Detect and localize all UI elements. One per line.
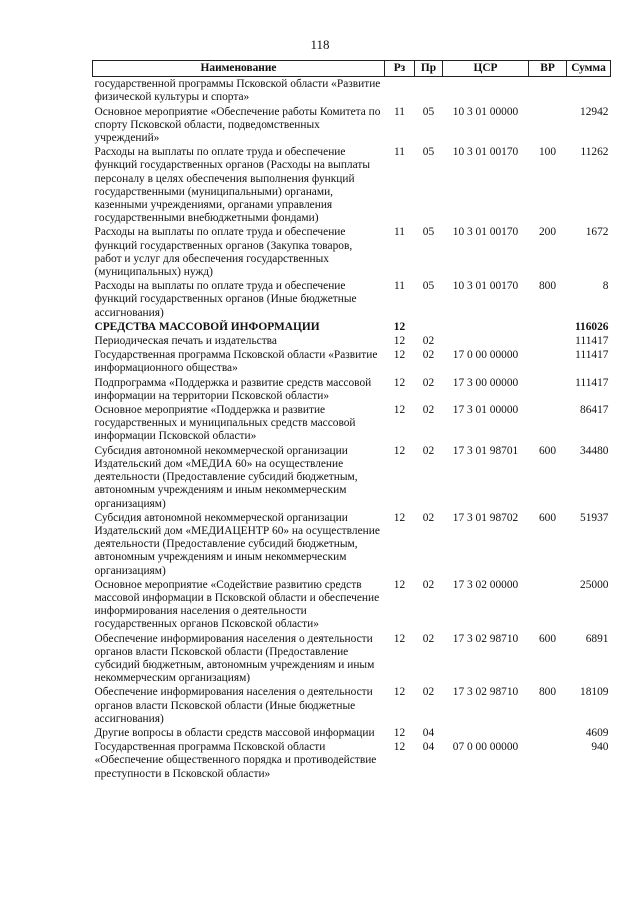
row-sum-cell: 11262 — [580, 146, 609, 159]
row-pr-cell: 02 — [422, 404, 435, 417]
row-rz-cell: 11 — [394, 280, 405, 293]
row-vr-cell — [529, 105, 567, 146]
row-pr-cell: 02 — [422, 349, 435, 362]
row-rz-cell: 12 — [393, 632, 406, 645]
row-pr-cell: 02 — [422, 578, 435, 591]
row-csr-cell: 17 3 01 00000 — [452, 404, 519, 417]
row-csr-cell: 10 3 01 00000 — [452, 105, 519, 118]
row-pr-cell: 04 — [422, 726, 435, 739]
table-row — [93, 444, 611, 511]
table-row — [93, 334, 611, 348]
row-vr-cell: 800 — [538, 280, 557, 293]
row-vr-cell — [529, 578, 567, 632]
row-rz-cell: 12 — [393, 320, 406, 333]
row-sum-cell: 8 — [602, 280, 609, 293]
row-name-cell: Основное мероприятие «Поддержка и развитие государственных и муниципальных средств массовой информации Псковской области» — [94, 404, 356, 443]
row-name-cell: Расходы на выплаты по оплате труда и обеспечение функций государственных органов (Закупка товаров, работ и услуг для обеспечения государственных (муниципальных) нужд) — [94, 226, 353, 279]
row-sum-cell: 4609 — [585, 726, 609, 739]
row-sum-cell: 34480 — [580, 444, 609, 457]
row-rz-cell: 11 — [394, 105, 405, 118]
row-pr-cell: 05 — [422, 105, 435, 118]
row-vr-cell — [529, 403, 567, 444]
row-rz-cell: 12 — [393, 726, 406, 739]
row-name-cell: СРЕДСТВА МАССОВОЙ ИНФОРМАЦИИ — [94, 320, 320, 333]
table-row — [93, 376, 611, 403]
row-csr-cell — [443, 77, 529, 105]
row-vr-cell: 600 — [538, 511, 557, 524]
row-rz-cell: 12 — [393, 578, 406, 591]
budget-table — [92, 60, 611, 781]
table-row — [93, 685, 611, 726]
table-row — [93, 726, 611, 740]
table-body — [93, 77, 611, 781]
row-sum-cell: 116026 — [574, 320, 609, 333]
row-rz-cell — [385, 77, 415, 105]
row-sum-cell: 18109 — [580, 686, 609, 699]
table-row — [93, 279, 611, 320]
page-number: 118 — [310, 37, 330, 52]
row-csr-cell: 17 3 02 98710 — [452, 632, 519, 645]
row-csr-cell: 10 3 01 00170 — [452, 280, 519, 293]
row-csr-cell: 17 3 02 98710 — [452, 686, 519, 699]
row-csr-cell: 17 0 00 00000 — [452, 349, 519, 362]
row-vr-cell — [529, 740, 567, 781]
row-pr-cell: 05 — [422, 146, 435, 159]
row-name-cell: Субсидия автономной некоммерческой организации Издательский дом «МЕДИАЦЕНТР 60» на осуществление деятельности (Предоставление субсидий бюджетным, автономным учреждениям и иным некоммерческим организациям) — [94, 511, 380, 577]
row-name-cell: Субсидия автономной некоммерческой организации Издательский дом «МЕДИА 60» на осуществление деятельности (Предоставление субсидий бюджетным, автономным учреждениям и иным некоммерческим организациям) — [94, 444, 358, 510]
row-pr-cell: 05 — [422, 280, 435, 293]
table-row — [93, 145, 611, 225]
table-row — [93, 225, 611, 279]
row-name-cell: Расходы на выплаты по оплате труда и обеспечение функций государственных органов (Иные бюджетные ассигнования) — [94, 280, 357, 319]
row-csr-cell — [443, 334, 529, 348]
row-name-cell: Подпрограмма «Поддержка и развитие средств массовой информации на территории Псковской области» — [94, 376, 372, 402]
row-csr-cell: 07 0 00 00000 — [452, 741, 519, 754]
row-vr-cell: 600 — [538, 632, 557, 645]
row-rz-cell: 12 — [393, 404, 406, 417]
row-name-cell: Государственная программа Псковской области «Обеспечение общественного порядка и противодействие преступности в Псковской области» — [94, 741, 377, 780]
row-pr-cell: 02 — [422, 632, 435, 645]
row-pr-cell: 02 — [422, 376, 435, 389]
row-pr-cell: 04 — [422, 741, 435, 754]
row-vr-cell: 800 — [538, 686, 557, 699]
table-row — [93, 77, 611, 105]
row-sum-cell: 940 — [591, 741, 609, 754]
row-vr-cell — [529, 376, 567, 403]
table-row — [93, 348, 611, 375]
row-csr-cell: 17 3 00 00000 — [452, 376, 519, 389]
row-name-cell: государственной программы Псковской области «Развитие физической культуры и спорта» — [94, 78, 381, 104]
column-header-vr: ВР — [529, 61, 567, 77]
row-sum-cell: 6891 — [585, 632, 609, 645]
row-sum-cell: 111417 — [575, 335, 609, 348]
table-row — [93, 740, 611, 781]
row-vr-cell — [529, 334, 567, 348]
row-vr-cell — [529, 320, 567, 334]
row-pr-cell: 02 — [422, 335, 435, 348]
table-header — [93, 61, 611, 77]
column-header-pr: Пр — [415, 61, 443, 77]
table-row — [93, 105, 611, 146]
row-rz-cell: 12 — [393, 686, 406, 699]
section-row — [93, 320, 611, 334]
row-name-cell: Другие вопросы в области средств массовой информации — [94, 726, 375, 739]
row-sum-cell: 51937 — [580, 511, 609, 524]
column-header-sum: Сумма — [567, 61, 611, 77]
row-pr-cell — [415, 77, 443, 105]
row-sum-cell: 111417 — [575, 349, 609, 362]
row-vr-cell: 600 — [538, 444, 557, 457]
row-csr-cell — [443, 320, 529, 334]
row-vr-cell: 100 — [538, 146, 557, 159]
row-name-cell: Расходы на выплаты по оплате труда и обеспечение функций государственных органов (Расходы на выплаты персоналу в целях обеспечения выполнения функций государственными (муниципальными) органами, казенными учреждениями, органами управления государственными внебюджетными фондами) — [94, 146, 370, 225]
row-csr-cell — [443, 726, 529, 740]
row-name-cell: Государственная программа Псковской области «Развитие информационного общества» — [94, 349, 378, 375]
row-rz-cell: 12 — [393, 335, 406, 348]
row-vr-cell — [529, 77, 567, 105]
row-csr-cell: 17 3 02 00000 — [452, 578, 519, 591]
row-vr-cell: 200 — [538, 226, 557, 239]
row-sum-cell: 1672 — [585, 226, 609, 239]
row-vr-cell — [529, 348, 567, 375]
row-name-cell: Обеспечение информирования населения о деятельности органов власти Псковской области (Предоставление субсидий бюджетным, автономным учреждениям и иным некоммерческим организациям) — [94, 632, 375, 685]
row-pr-cell: 05 — [422, 226, 435, 239]
row-sum-cell: 25000 — [580, 578, 609, 591]
table-row — [93, 578, 611, 632]
column-header-rz: Рз — [385, 61, 415, 77]
row-csr-cell: 10 3 01 00170 — [452, 146, 519, 159]
table-row — [93, 403, 611, 444]
row-sum-cell — [567, 77, 611, 105]
row-name-cell: Основное мероприятие «Обеспечение работы Комитета по спорту Псковской области, подведомственных учреждений» — [94, 105, 381, 145]
table-row — [93, 511, 611, 578]
row-rz-cell: 12 — [393, 376, 406, 389]
column-header-csr: ЦСР — [443, 61, 529, 77]
row-sum-cell: 86417 — [580, 404, 609, 417]
row-pr-cell: 02 — [422, 686, 435, 699]
row-vr-cell — [529, 726, 567, 740]
row-rz-cell: 12 — [393, 349, 406, 362]
row-rz-cell: 12 — [393, 741, 406, 754]
column-header-name: Наименование — [93, 61, 385, 77]
row-sum-cell: 12942 — [580, 105, 609, 118]
row-name-cell: Обеспечение информирования населения о деятельности органов власти Псковской области (Иные бюджетные ассигнования) — [94, 686, 373, 725]
row-rz-cell: 12 — [393, 511, 406, 524]
row-rz-cell: 11 — [394, 226, 405, 239]
row-pr-cell: 02 — [422, 444, 435, 457]
row-csr-cell: 17 3 01 98701 — [452, 444, 519, 457]
row-csr-cell: 17 3 01 98702 — [452, 511, 519, 524]
row-rz-cell: 12 — [393, 444, 406, 457]
table-row — [93, 632, 611, 686]
row-name-cell: Периодическая печать и издательства — [94, 335, 277, 348]
row-rz-cell: 11 — [394, 146, 405, 159]
row-name-cell: Основное мероприятие «Содействие развитию средств массовой информации в Псковской области и обеспечение информирования населения о деятельности государственных органов Псковской области» — [94, 578, 380, 631]
row-csr-cell: 10 3 01 00170 — [452, 226, 519, 239]
row-pr-cell — [415, 320, 443, 334]
row-sum-cell: 111417 — [575, 376, 609, 389]
row-pr-cell: 02 — [422, 511, 435, 524]
